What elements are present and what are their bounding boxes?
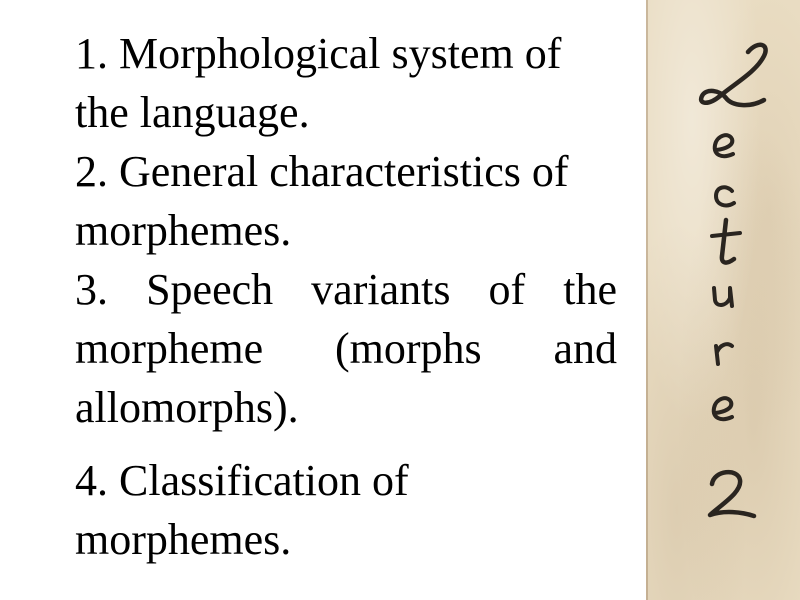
topic-item-4: 4. Classification of morphemes. — [75, 456, 409, 564]
topic-list — [75, 24, 617, 569]
topic-item-1: 1. Morphological system of the language. — [75, 29, 562, 137]
lecture-title-handwriting — [646, 0, 800, 600]
lecture-sidebar — [646, 0, 800, 600]
topic-item-2: 2. General characteristics of morphemes. — [75, 147, 569, 255]
topic-item-3: 3. Speech variants of the morpheme (morphs and allomorphs). — [75, 265, 617, 432]
